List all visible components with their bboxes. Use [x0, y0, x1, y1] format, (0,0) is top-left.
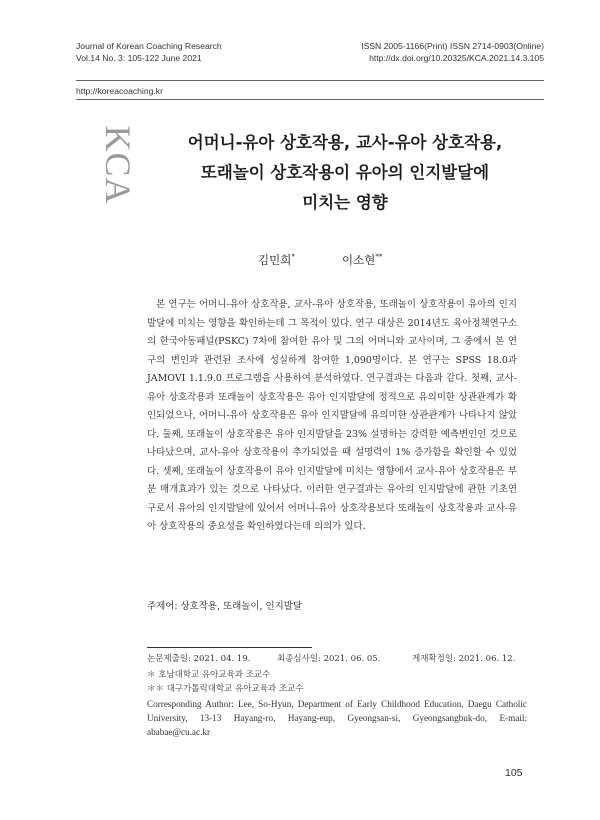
paper-title	[160, 128, 530, 218]
journal-volume: Vol.14 No. 3: 105-122 June 2021	[76, 53, 202, 63]
accepted-date: 게재확정일: 2021. 06. 12.	[412, 654, 516, 664]
corresponding-author: Corresponding Author: Lee, So-Hyun, Department of Early Childhood Education, Daegu Catholic University, 13-13 Hayang-ro, Hayang-eup, Gyeongsan-si, Gyeongsangbuk-do, E-mail: ababae@cu.ac.kr	[147, 699, 527, 737]
author-2-name: 이소현	[342, 253, 376, 267]
author-2-affiliation: ＊＊ 대구가톨릭대학교 유아교육과 조교수	[147, 684, 304, 694]
author-2-mark: **	[375, 253, 383, 261]
abstract	[147, 296, 517, 537]
header-divider	[76, 80, 544, 81]
kca-logo-text: KCA	[98, 125, 138, 205]
reviewed-date: 최종심사일: 2021. 06. 05.	[277, 654, 381, 664]
title-line-1: 어머니-유아 상호작용, 교사-유아 상호작용,	[187, 133, 503, 152]
header-divider-bottom	[76, 99, 544, 100]
author-1-mark: *	[291, 253, 295, 261]
journal-header	[76, 40, 222, 64]
footnote-divider	[147, 647, 312, 648]
issn-header	[361, 40, 544, 64]
journal-name: Journal of Korean Coaching Research	[76, 41, 222, 51]
author-1	[258, 252, 295, 268]
kca-logo	[98, 110, 138, 220]
journal-url[interactable]: http://koreacoaching.kr	[76, 86, 163, 96]
author-2	[342, 252, 382, 268]
issn: ISSN 2005-1166(Print) ISSN 2714-0903(Online)	[361, 41, 544, 51]
page-number: 105	[505, 767, 523, 779]
keywords-label: 주제어:	[147, 601, 178, 612]
doi-link[interactable]: http://dx.doi.org/10.20325/KCA.2021.14.3.105	[369, 53, 544, 63]
author-1-name: 김민희	[258, 253, 292, 267]
keywords-value: 상호작용, 또래놀이, 인지발달	[180, 601, 302, 612]
received-date: 논문제출일: 2021. 04. 19.	[147, 654, 251, 664]
keywords	[147, 598, 302, 612]
abstract-text: 본 연구는 어머니-유아 상호작용, 교사-유아 상호작용, 또래놀이 상호작용이 유아의 인지발달에 미치는 영향을 확인하는데 그 목적이 있다. 연구 대상은 2014년도 육아정책연구소의 한국아동패널(PSKC) 7차에 참여한 유아 및 그의 어머니와 교사이며, 그 중에서 본 연구의 변인과 관련된 조사에 성실하게 참여한 1,090명이다. 본 연구는 SPSS 18.0과 JAMOVI 1.1.9.0 프로그램을 사용하여 분석하였다. 연구결과는 다음과 같다. 첫째, 교사-유아 상호작용과 또래놀이 상호작용은 유아 인지발달에 정적으로 유의미한 상관관계가 확인되었으나, 어머니-유아 상호작용은 유아 인지발달에 유의미한 상관관계가 나타나지 않았다. 둘째, 또래놀이 상호작용은 유아 인지발달을 23% 설명하는 강력한 예측변인인 것으로 나타났으며, 교사-유아 상호작용이 추가되었을 때 설명력이 1% 증가함을 확인할 수 있었다. 셋째, 또래놀이 상호작용이 유아 인지발달에 미치는 영향에서 교사-유아 상호작용은 부분 매개효과가 있는 것으로 나타났다. 이러한 연구결과는 유아의 인지발달에 관한 기초연구로서 유아의 인지발달에 있어서 어머니-유아 상호작용보다 또래놀이 상호작용과 교사-유아 상호작용의 중요성을 확인하였다는데 의의가 있다.	[147, 299, 517, 532]
author-1-affiliation: ＊ 호남대학교 유아교육과 조교수	[147, 670, 271, 680]
title-line-2: 또래놀이 상호작용이 유아의 인지발달에	[200, 163, 490, 182]
title-line-3: 미치는 영향	[302, 193, 388, 212]
